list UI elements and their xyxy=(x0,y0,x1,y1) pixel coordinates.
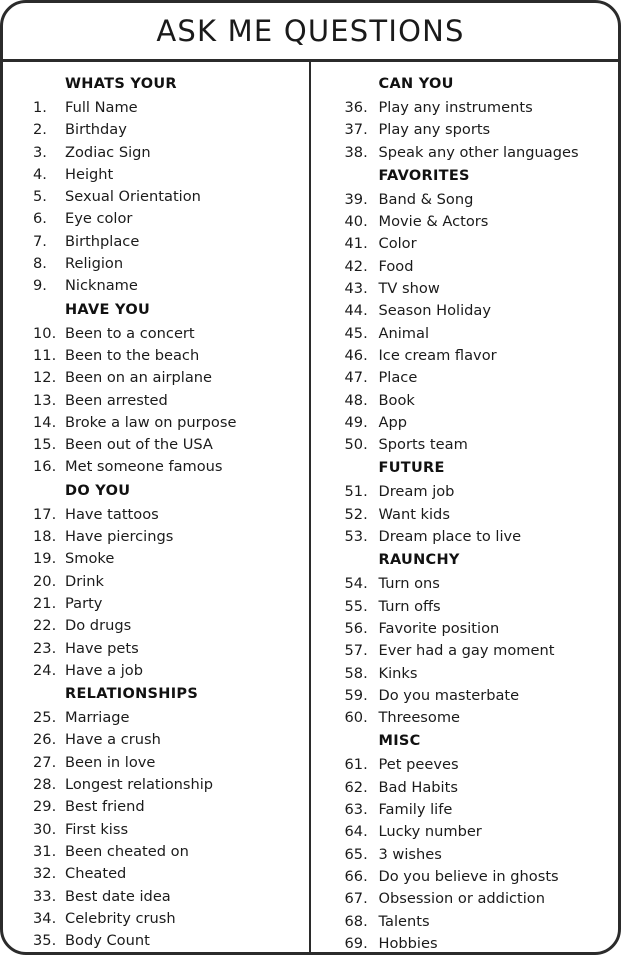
question-number: 57. xyxy=(344,642,368,660)
question-row xyxy=(345,211,613,233)
question-text: Talents xyxy=(378,912,430,930)
question-number: 8. xyxy=(33,255,47,273)
question-row xyxy=(33,819,303,841)
question-text: Movie & Actors xyxy=(378,213,489,231)
question-row xyxy=(33,231,303,253)
question-number: 60. xyxy=(344,709,368,727)
question-number: 13. xyxy=(33,391,57,409)
question-number: 62. xyxy=(344,778,368,796)
question-text: Ever had a gay moment xyxy=(378,642,555,660)
question-text: Ice cream flavor xyxy=(378,346,497,364)
question-row xyxy=(33,367,303,389)
question-text: Party xyxy=(65,594,103,612)
question-row xyxy=(33,253,303,275)
question-number: 30. xyxy=(33,820,57,838)
question-row xyxy=(345,799,613,821)
question-number: 20. xyxy=(33,572,57,590)
question-text: Family life xyxy=(378,801,453,819)
question-number: 4. xyxy=(33,165,47,183)
question-text: Do drugs xyxy=(65,617,132,635)
question-number: 41. xyxy=(344,235,368,253)
question-row xyxy=(345,933,613,955)
question-number: 58. xyxy=(344,664,368,682)
question-number: 38. xyxy=(344,143,368,161)
question-number: 48. xyxy=(344,391,368,409)
section-heading: MISC xyxy=(378,733,421,750)
question-text: Band & Song xyxy=(378,190,474,208)
question-number: 47. xyxy=(344,369,368,387)
question-number: 34. xyxy=(33,909,57,927)
question-text: Have pets xyxy=(65,639,139,657)
question-text: Been on an airplane xyxy=(65,369,212,387)
question-row xyxy=(345,911,613,933)
question-row xyxy=(33,886,303,908)
question-row xyxy=(345,142,613,164)
question-row xyxy=(33,752,303,774)
question-number: 3. xyxy=(33,143,47,161)
question-number: 16. xyxy=(33,458,57,476)
question-row xyxy=(33,434,303,456)
question-text: Celebrity crush xyxy=(65,909,176,927)
question-text: Do you masterbate xyxy=(378,686,520,704)
question-text: Have tattoos xyxy=(65,505,159,523)
question-number: 19. xyxy=(33,550,57,568)
question-row xyxy=(345,618,613,640)
question-row xyxy=(33,774,303,796)
question-row xyxy=(345,573,613,595)
question-text: Turn offs xyxy=(378,597,441,615)
question-text: Drink xyxy=(65,572,104,590)
question-text: Speak any other languages xyxy=(378,143,579,161)
question-number: 18. xyxy=(33,528,57,546)
question-text: Been out of the USA xyxy=(65,436,213,454)
question-number: 23. xyxy=(33,639,57,657)
question-row xyxy=(345,300,613,322)
question-text: Cheated xyxy=(65,865,127,883)
question-row xyxy=(345,323,613,345)
question-row xyxy=(345,777,613,799)
question-row xyxy=(33,456,303,478)
section-heading: HAVE YOU xyxy=(65,301,151,318)
question-text: Best friend xyxy=(65,798,145,816)
question-text: Sports team xyxy=(378,436,468,454)
question-row xyxy=(33,208,303,230)
question-number: 22. xyxy=(33,617,57,635)
question-row xyxy=(33,796,303,818)
question-number: 64. xyxy=(344,823,368,841)
question-row xyxy=(345,866,613,888)
question-text: Food xyxy=(378,257,414,275)
question-row xyxy=(345,754,613,776)
question-row xyxy=(345,526,613,548)
question-row xyxy=(33,841,303,863)
question-text: Smoke xyxy=(65,550,115,568)
question-number: 9. xyxy=(33,277,47,295)
question-number: 5. xyxy=(33,188,47,206)
question-row xyxy=(345,844,613,866)
question-number: 11. xyxy=(33,346,57,364)
question-number: 29. xyxy=(33,798,57,816)
question-row xyxy=(33,593,303,615)
question-number: 14. xyxy=(33,413,57,431)
question-row xyxy=(33,164,303,186)
question-text: Sexual Orientation xyxy=(65,188,201,206)
question-text: Best date idea xyxy=(65,887,171,905)
page-title: ASK ME QUESTIONS xyxy=(156,14,465,48)
question-text: Threesome xyxy=(378,709,461,727)
question-text: Dream job xyxy=(378,483,455,501)
question-row xyxy=(345,256,613,278)
question-number: 52. xyxy=(344,505,368,523)
question-number: 56. xyxy=(344,619,368,637)
question-number: 26. xyxy=(33,731,57,749)
question-number: 21. xyxy=(33,594,57,612)
question-row xyxy=(33,548,303,570)
question-row xyxy=(345,367,613,389)
question-row xyxy=(345,189,613,211)
section-heading: FAVORITES xyxy=(378,167,470,184)
question-number: 36. xyxy=(344,99,368,116)
question-number: 15. xyxy=(33,436,57,454)
question-text: Been to a concert xyxy=(65,324,195,342)
section-heading: FUTURE xyxy=(378,460,445,477)
question-number: 2. xyxy=(33,121,47,139)
question-number: 53. xyxy=(344,528,368,546)
question-number: 17. xyxy=(33,505,57,523)
question-text: Been cheated on xyxy=(65,842,189,860)
question-number: 69. xyxy=(344,934,368,952)
question-text: Favorite position xyxy=(378,619,500,637)
question-text: 3 wishes xyxy=(378,845,442,863)
question-row xyxy=(33,729,303,751)
question-row xyxy=(33,707,303,729)
question-row xyxy=(345,233,613,255)
question-text: Longest relationship xyxy=(65,776,214,794)
question-number: 67. xyxy=(344,890,368,908)
question-number: 65. xyxy=(344,845,368,863)
right-column xyxy=(311,62,619,955)
question-number: 32. xyxy=(33,865,57,883)
question-text: Been in love xyxy=(65,753,156,771)
left-column xyxy=(3,62,311,955)
question-text: Have a job xyxy=(65,661,143,679)
question-number: 24. xyxy=(33,661,57,679)
question-row xyxy=(345,278,613,300)
question-text: Full Name xyxy=(65,99,138,116)
question-text: Have a crush xyxy=(65,731,161,749)
question-text: Have piercings xyxy=(65,528,174,546)
question-row xyxy=(33,638,303,660)
question-number: 31. xyxy=(33,842,57,860)
question-row xyxy=(33,323,303,345)
question-text: Eye color xyxy=(65,210,133,228)
question-row xyxy=(345,97,613,119)
question-text: Do you believe in ghosts xyxy=(378,867,559,885)
question-number: 12. xyxy=(33,369,57,387)
question-text: Bad Habits xyxy=(378,778,458,796)
question-row xyxy=(345,707,613,729)
question-text: Book xyxy=(378,391,415,409)
question-text: Broke a law on purpose xyxy=(65,413,237,431)
question-text: Birthday xyxy=(65,121,127,139)
question-text: Animal xyxy=(378,324,430,342)
question-text: Lucky number xyxy=(378,823,482,841)
question-text: Kinks xyxy=(378,664,418,682)
question-row xyxy=(33,615,303,637)
question-number: 66. xyxy=(344,867,368,885)
question-text: Place xyxy=(378,369,418,387)
question-row xyxy=(33,119,303,141)
question-row xyxy=(33,660,303,682)
question-row xyxy=(345,119,613,141)
question-text: Birthplace xyxy=(65,232,140,250)
question-text: Play any instruments xyxy=(378,99,533,116)
question-text: Obsession or addiction xyxy=(378,890,545,908)
question-row xyxy=(345,821,613,843)
question-number: 54. xyxy=(344,575,368,593)
question-number: 37. xyxy=(344,121,368,139)
question-number: 1. xyxy=(33,99,47,116)
question-number: 51. xyxy=(344,483,368,501)
question-text: Turn ons xyxy=(378,575,440,593)
question-number: 42. xyxy=(344,257,368,275)
question-row xyxy=(345,412,613,434)
question-number: 49. xyxy=(344,413,368,431)
question-number: 40. xyxy=(344,213,368,231)
question-row xyxy=(345,504,613,526)
question-text: Been to the beach xyxy=(65,346,200,364)
question-number: 35. xyxy=(33,932,57,950)
question-number: 59. xyxy=(344,686,368,704)
question-number: 33. xyxy=(33,887,57,905)
question-row xyxy=(345,596,613,618)
section-heading: RAUNCHY xyxy=(378,552,460,569)
question-text: Body Count xyxy=(65,932,150,950)
question-row xyxy=(33,908,303,930)
question-row xyxy=(33,504,303,526)
question-number: 10. xyxy=(33,324,57,342)
question-number: 50. xyxy=(344,436,368,454)
question-text: Season Holiday xyxy=(378,302,491,320)
section-heading: WHATS YOUR xyxy=(65,76,177,92)
question-text: Play any sports xyxy=(378,121,491,139)
question-row xyxy=(33,930,303,952)
question-text: Height xyxy=(65,165,114,183)
question-text: Met someone famous xyxy=(65,458,223,476)
question-text: Marriage xyxy=(65,709,130,727)
question-number: 44. xyxy=(344,302,368,320)
question-row xyxy=(33,390,303,412)
question-number: 61. xyxy=(344,756,368,774)
section-heading: RELATIONSHIPS xyxy=(65,686,199,703)
section-heading: CAN YOU xyxy=(378,76,454,92)
question-row xyxy=(33,571,303,593)
question-text: Nickname xyxy=(65,277,138,295)
question-row xyxy=(345,345,613,367)
question-number: 43. xyxy=(344,280,368,298)
question-number: 6. xyxy=(33,210,47,228)
question-text: Religion xyxy=(65,255,124,273)
question-row xyxy=(33,142,303,164)
question-number: 46. xyxy=(344,346,368,364)
question-text: App xyxy=(378,413,408,431)
question-row xyxy=(345,663,613,685)
question-number: 27. xyxy=(33,753,57,771)
question-number: 25. xyxy=(33,709,57,727)
question-row xyxy=(345,685,613,707)
question-row xyxy=(33,863,303,885)
question-number: 55. xyxy=(344,597,368,615)
question-row xyxy=(345,640,613,662)
question-number: 68. xyxy=(344,912,368,930)
question-text: Been arrested xyxy=(65,391,168,409)
question-number: 63. xyxy=(344,801,368,819)
question-row xyxy=(33,186,303,208)
columns-container xyxy=(3,62,618,955)
question-row xyxy=(33,97,303,119)
question-number: 28. xyxy=(33,776,57,794)
question-row xyxy=(345,390,613,412)
question-number: 39. xyxy=(344,190,368,208)
title-bar xyxy=(3,3,618,62)
question-row xyxy=(345,481,613,503)
question-row xyxy=(33,345,303,367)
question-row xyxy=(33,412,303,434)
question-row xyxy=(33,275,303,297)
question-text: Pet peeves xyxy=(378,756,459,774)
question-text: Dream place to live xyxy=(378,528,522,546)
question-text: Want kids xyxy=(378,505,450,523)
question-text: Color xyxy=(378,235,417,253)
question-row xyxy=(345,888,613,910)
question-text: Zodiac Sign xyxy=(65,143,151,161)
question-number: 7. xyxy=(33,232,47,250)
question-text: TV show xyxy=(378,280,440,298)
question-row xyxy=(33,526,303,548)
question-text: Hobbies xyxy=(378,934,438,952)
question-row xyxy=(345,434,613,456)
question-number: 45. xyxy=(344,324,368,342)
section-heading: DO YOU xyxy=(65,482,131,499)
question-text: First kiss xyxy=(65,820,129,838)
